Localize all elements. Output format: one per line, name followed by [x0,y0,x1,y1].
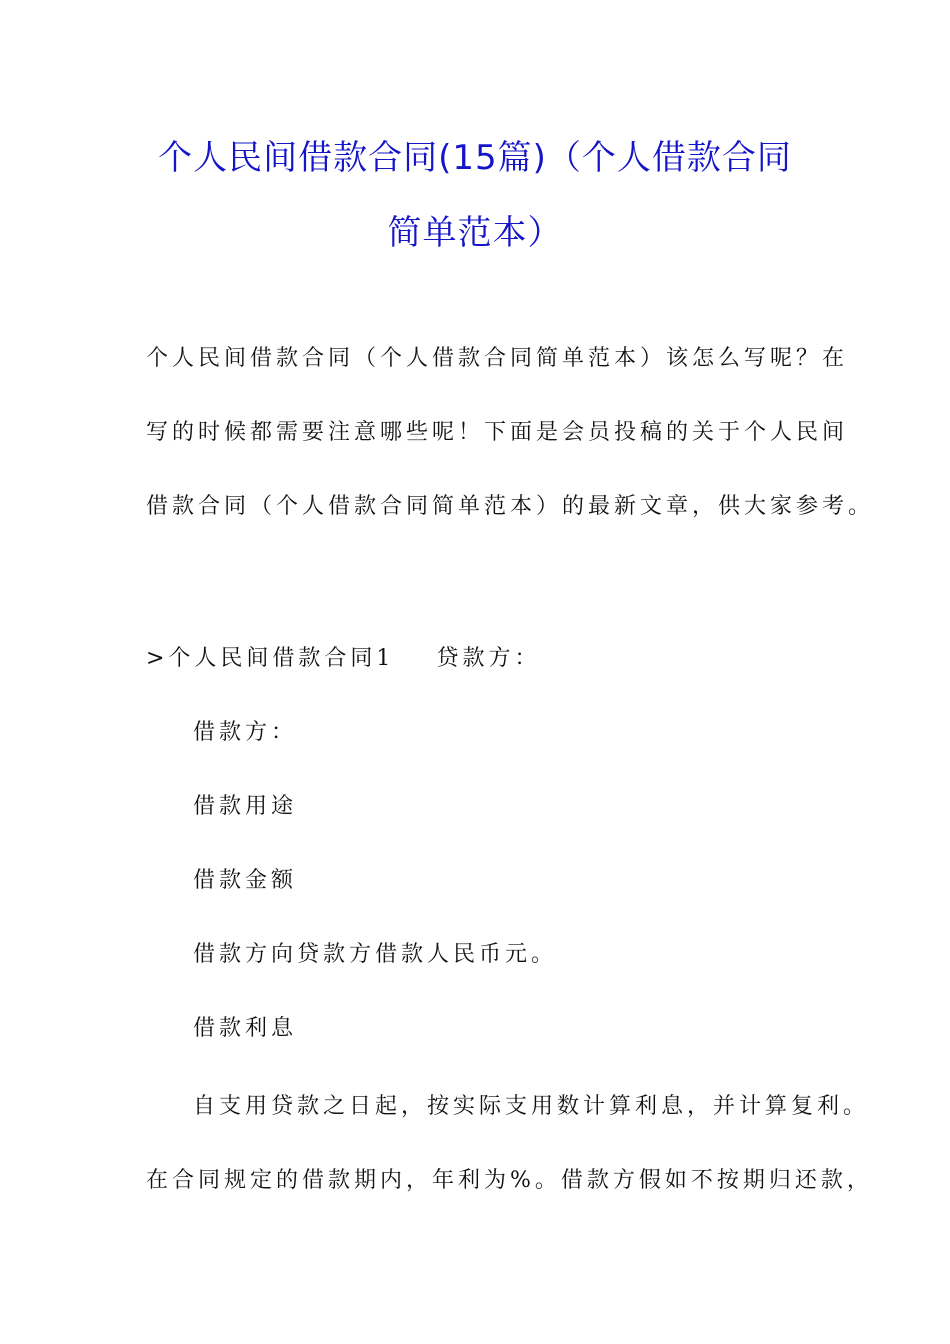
intro-line-2: 写的时候都需要注意哪些呢！下面是会员投稿的关于个人民间 [146,420,849,445]
amount-label: 借款金额 [193,868,298,893]
interest-text-line-1: 自支用贷款之日起，按实际支用数计算利息，并计算复利。 [193,1094,870,1119]
purpose-label: 借款用途 [193,794,298,819]
interest-text-line-2: 在合同规定的借款期内，年利为%。借款方假如不按期归还款， [146,1168,873,1193]
intro-line-1: 个人民间借款合同（个人借款合同简单范本）该怎么写呢？在 [146,346,849,371]
document-title-line-1: 个人民间借款合同(15篇)（个人借款合同 [158,138,792,178]
section-heading: >个人民间借款合同1 [146,646,395,671]
intro-line-3: 借款合同（个人借款合同简单范本）的最新文章，供大家参考。 [146,494,875,519]
interest-label: 借款利息 [193,1016,298,1041]
borrower-label: 借款方： [193,720,298,745]
lender-label: 贷款方： [436,646,541,671]
document-title-line-2: 简单范本） [387,213,563,253]
section-heading-row [146,644,540,674]
amount-text: 借款方向贷款方借款人民币元。 [193,942,558,967]
